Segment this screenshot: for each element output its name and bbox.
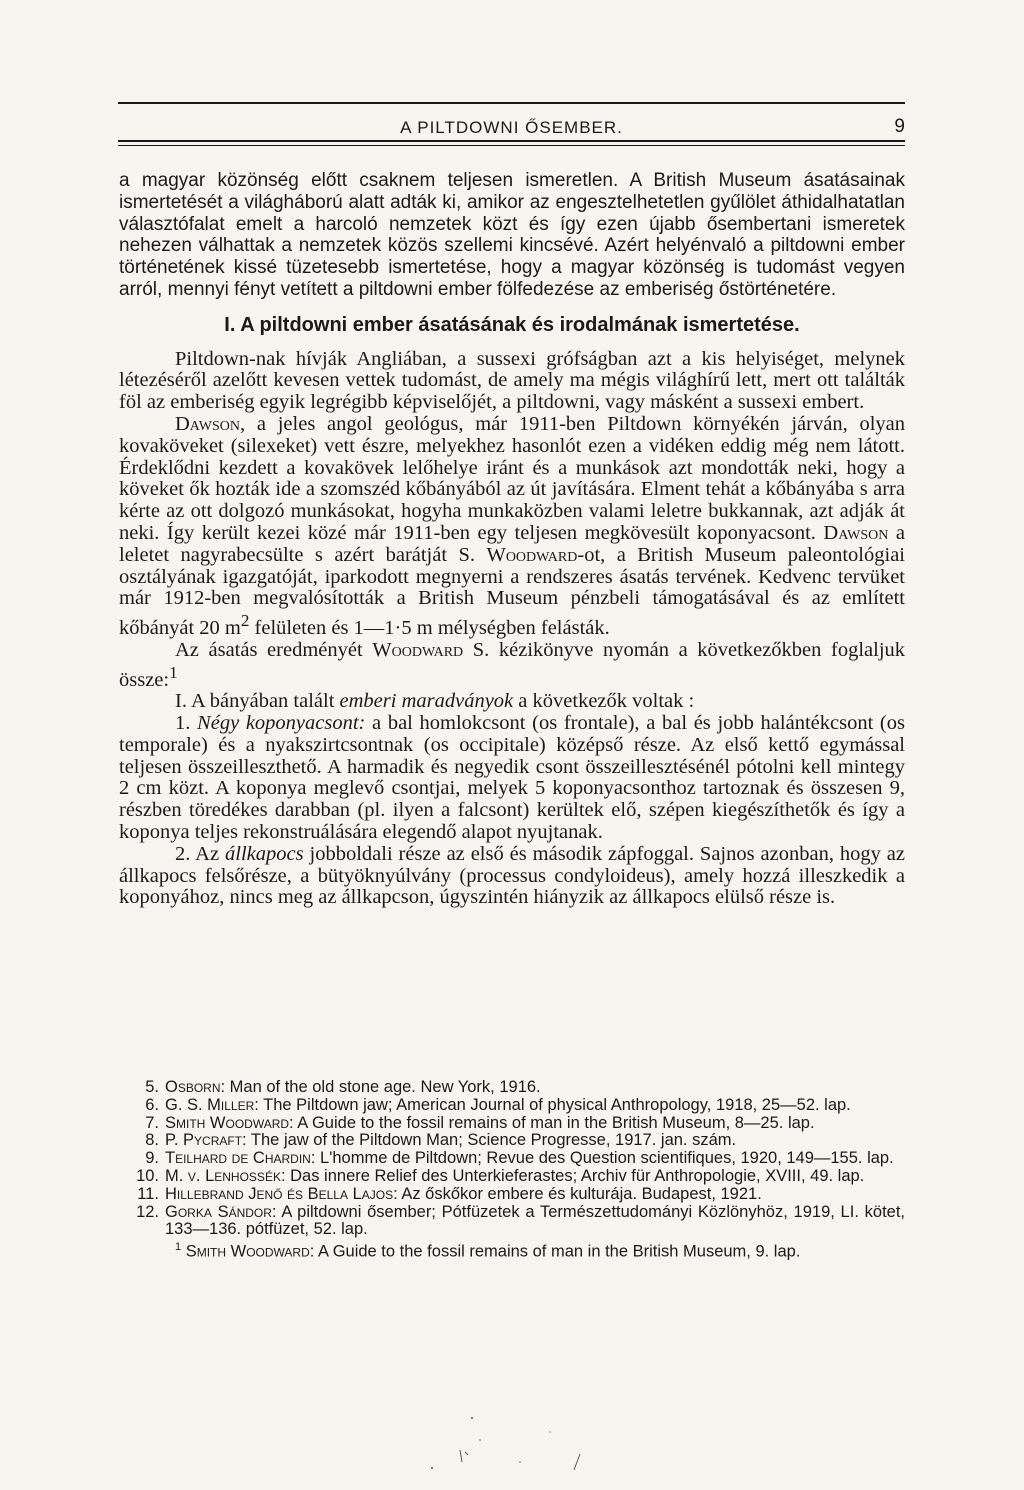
reference-number: 6. (145, 1095, 159, 1114)
header-rule-top (118, 102, 905, 104)
header-rule-thin (118, 145, 905, 146)
text-run: I. A bányában talált (175, 690, 340, 713)
reference-item (119, 1079, 905, 1097)
reference-item (119, 1097, 905, 1115)
text-run: Az ásatás eredményét (175, 638, 373, 661)
text-run: a leletet nagyrabecsülte s azért barátját S. (119, 521, 905, 566)
reference-item (119, 1168, 905, 1186)
reference-author: Gorka Sándor: (165, 1202, 277, 1221)
reference-text (165, 1168, 905, 1186)
reference-text (165, 1079, 905, 1097)
reference-body: The Piltdown jaw; American Journal of physical Anthropology, 1918, 25—52. lap. (258, 1095, 851, 1114)
footnote (119, 1239, 905, 1261)
reference-author: P. Pycraft: (165, 1131, 247, 1150)
reference-author: Smith Woodward: (165, 1113, 294, 1132)
reference-author: Hillebrand Jenő és Bella Lajos: (165, 1184, 398, 1203)
emphasis: állkapocs (225, 842, 304, 865)
emphasis: Négy koponyacsont: (197, 711, 366, 734)
reference-body: L'homme de Piltdown; Revue des Question scientifiques, 1920, 149—155. lap. (315, 1149, 894, 1168)
paragraph-skull (119, 713, 905, 844)
paragraph-jaw (119, 844, 905, 909)
running-head: A PILTDOWNI ŐSEMBER. (400, 118, 623, 137)
reference-number: 11. (137, 1184, 159, 1203)
reference-body: Az őskőkor embere és kulturája. Budapest, 1921. (397, 1184, 762, 1203)
reference-number: 8. (145, 1131, 159, 1150)
reference-number: 12. (136, 1202, 159, 1221)
reference-author: Osborn: (165, 1078, 226, 1096)
reference-author: M. v. Lenhossék: (165, 1166, 286, 1185)
text-run: S. kézikönyve nyomán a következőkben foglaljuk össze: (119, 638, 906, 691)
paper-specks (420, 1410, 620, 1480)
text-run: felületen és 1—1·5 m mélységben felásták. (249, 616, 610, 639)
text-run: 1. (175, 711, 198, 734)
reference-author: Teilhard de Chardin: (165, 1149, 316, 1168)
reference-number: 7. (145, 1113, 159, 1132)
text-run: jobboldali része az első és második zápfoggal. Sajnos azonban, hogy az állkapocs felsőrésze, a bütyöknyúlvány (processus condyloideus), amely hozzá illeszkedik a koponyához, nincs meg az állkapcson, úgyszintén hiányzik az állkapocs elülső része is. (119, 842, 905, 909)
emphasis: emberi maradványok (339, 690, 514, 713)
reference-item (119, 1150, 905, 1168)
reference-text (165, 1204, 905, 1240)
reference-notes (119, 1079, 905, 1261)
header-rule-bottom (118, 140, 905, 142)
reference-author: G. S. Miller: (165, 1095, 259, 1114)
reference-body: Das innere Relief des Unterkieferastes; Archiv für Anthropologie, XVIII, 49. lap. (285, 1166, 865, 1185)
reference-text (165, 1150, 905, 1168)
text-run: , a jeles angol geológus, már 1911-ben Piltdown környékén járván, olyan kovaköveket (silexeket) vett észre, melyekhez hasonlót ezen a vidéken eddig még nem látott. Érdeklődni kezdett a kovakövek lelőhelye iránt és a munkások azt mondották neki, hogy a köveket ők hozták ide a szomszéd kőbányából az út javítására. Elment tehát a kőbányába s arra kérte az ott dolgozó munkásokat, hogyha munkaközben valami leletre bukkannak, azt adják át neki. Így került kezei közé már 1911-ben egy teljesen megkövesült koponyacsont. (119, 412, 905, 544)
footnote-marker: 1 (175, 1241, 182, 1254)
reference-item (119, 1204, 905, 1240)
intro-paragraph: a magyar közönség előtt csaknem teljesen ismeretlen. A British Museum ásatásainak ismertetését a világháború alatt adták ki, amikor az engesztelhetetlen gyűlölet áthidalhatatlan választófalat emelt a harcoló nemzetek közt és így ezen újabb ősembertani ismeretek nehezen válhattak a nemzetek közös szellemi kincsévé. Azért helyénvaló a piltdowni ember történetének kissé tüzetesebb ismertetése, hogy a magyar közönség is tudomást vegyen arról, mennyi fényt vetített a piltdowni ember fölfedezése az emberiség őstörténetére. (119, 170, 905, 300)
reference-item (119, 1132, 905, 1150)
footnote-text: A Guide to the fossil remains of man in the British Museum, 9. lap. (314, 1242, 801, 1261)
author-name: Woodward (486, 543, 578, 566)
reference-item (119, 1115, 905, 1133)
footnote-author: Smith Woodward: (185, 1242, 315, 1261)
reference-item (119, 1186, 905, 1204)
reference-text (165, 1132, 905, 1150)
paragraph-results (119, 640, 905, 691)
main-text (119, 170, 905, 909)
reference-body: The jaw of the Piltdown Man; Science Progresse, 1917. jan. szám. (246, 1131, 737, 1150)
text-run: a következők voltak : (513, 690, 695, 713)
superscript: 2 (240, 611, 250, 631)
author-name: Woodward (372, 638, 464, 661)
paragraph-piltdown: Piltdown-nak hívják Angliában, a sussexi grófságban azt a kis helyiséget, melynek létezéséről azelőtt kevesen vettek tudomást, de amely ma mégis világhírű lett, mert ott találták föl az emberiség egyik legrégibb képviselőjét, a piltdowni, vagy másként a sussexi embert. (119, 347, 905, 414)
section-heading: I. A piltdowni ember ásatásának és irodalmának ismertetése. (224, 313, 800, 336)
reference-number: 9. (145, 1149, 159, 1168)
paragraph-dawson (119, 414, 905, 640)
paragraph-remains (119, 691, 905, 713)
reference-text (165, 1115, 905, 1133)
reference-number: 10. (136, 1166, 159, 1185)
text-run: a bal homlokcsont (os frontale), a bal és jobb halántékcsont (os temporale) és a nyakszirtcsontnak (os occipitale) középső része. Az első kettő egymással teljesen összeilleszthető. A harmadik és negyedik csont összeillesztésénél pótolni kell mintegy 2 cm közt. A koponya meglevő csontjai, melyek 5 koponyacsonthoz tartoznak és összesen 9, részben töredékes darabban (pl. ilyen a falcsont) kerültek elő, szépen kiegészíthetők és így a koponya teljes rekonstruálására elegendő alapot nyujtanak. (119, 711, 905, 843)
author-name: Dawson (175, 412, 241, 435)
text-run: -ot, a British Museum paleontológiai osztályának igazgatóját, iparkodott megnyerni a rendszeres ásatás tervének. Kedvenc tervüket már 1912-ben megvalósították a British Museum pénzbeli támogatásával és az említett kőbányát 20 m (119, 543, 905, 639)
reference-body: Man of the old stone age. New York, 1916. (225, 1078, 541, 1096)
reference-text (165, 1097, 905, 1115)
page-number: 9 (894, 116, 905, 137)
footnote-marker: 1 (169, 662, 178, 682)
author-name: Dawson (823, 521, 889, 544)
reference-text (165, 1186, 905, 1204)
reference-body: A piltdowni ősember; Pótfüzetek a Természettudományi Közlönyhöz, 1919, LI. kötet, 133—136. pótfüzet, 52. lap. (165, 1202, 905, 1239)
reference-body: A Guide to the fossil remains of man in the British Museum, 8—25. lap. (293, 1113, 815, 1132)
reference-number: 5. (145, 1078, 159, 1096)
text-run: 2. Az (175, 842, 225, 865)
